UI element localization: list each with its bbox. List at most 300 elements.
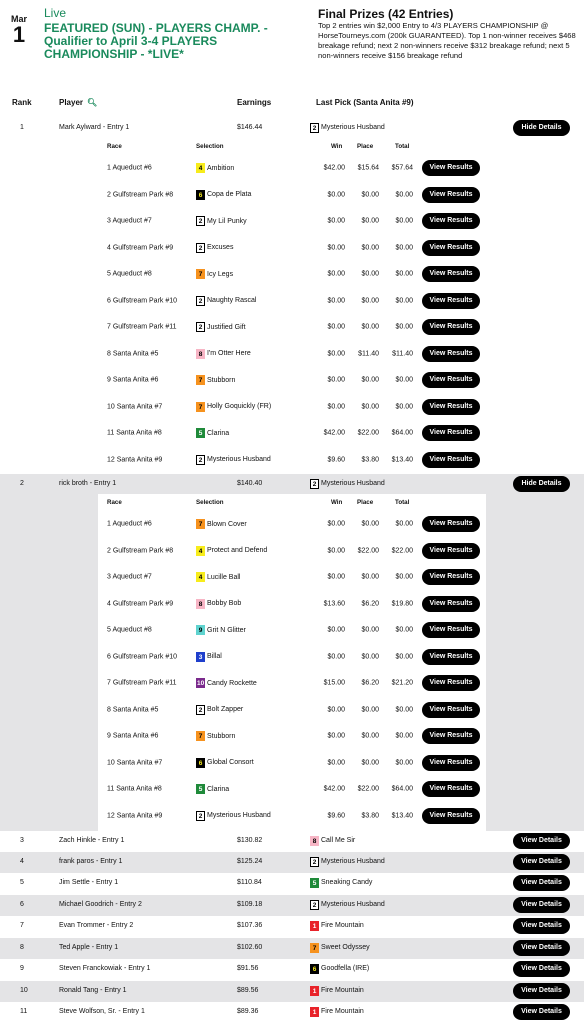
selection	[196, 758, 254, 768]
detail-header-win: Win	[331, 143, 343, 150]
race-name: 2 Gulfstream Park #8	[107, 191, 174, 199]
place-payout: $3.80	[361, 812, 379, 820]
place-payout: $22.00	[357, 785, 379, 793]
total-payout: $0.00	[395, 270, 413, 278]
selection-horse: Lucille Ball	[207, 573, 241, 581]
earnings-value: $125.24	[237, 857, 263, 865]
race-row	[98, 617, 486, 644]
place-payout: $0.00	[361, 270, 379, 278]
place-payout: $0.00	[361, 403, 379, 411]
rank-cell: 8	[20, 943, 24, 951]
earnings-value: $109.18	[237, 900, 263, 908]
post-position-badge: 8	[196, 349, 205, 359]
earnings-value: $140.40	[237, 479, 263, 487]
selection-horse: Bolt Zapper	[207, 706, 244, 714]
race-row	[98, 750, 486, 777]
view-details-button[interactable]: View Details	[513, 1004, 570, 1020]
race-name: 5 Aqueduct #8	[107, 270, 152, 278]
table-row	[0, 938, 584, 959]
last-pick-column-header: Last Pick (Santa Anita #9)	[316, 98, 414, 107]
post-position-badge: 1	[310, 1007, 319, 1017]
race-name: 12 Santa Anita #9	[107, 812, 163, 820]
rank-cell: 5	[20, 878, 24, 886]
race-name: 4 Gulfstream Park #9	[107, 600, 174, 608]
place-payout: $6.20	[361, 600, 379, 608]
win-payout: $0.00	[327, 573, 345, 581]
last-pick-horse: Call Me Sir	[321, 837, 356, 844]
player-name: frank paros - Entry 1	[59, 857, 123, 865]
total-payout: $0.00	[395, 323, 413, 331]
post-position-badge: 2	[196, 705, 205, 715]
race-row	[98, 564, 486, 591]
player-column-header[interactable]	[59, 98, 97, 107]
tournament-header	[0, 0, 584, 92]
detail-header-selection: Selection	[196, 143, 224, 150]
post-position-badge: 4	[196, 572, 205, 582]
total-payout: $0.00	[395, 573, 413, 581]
total-payout: $0.00	[395, 244, 413, 252]
post-position-badge: 2	[196, 243, 205, 253]
rank-cell: 3	[20, 836, 24, 844]
place-payout: $0.00	[361, 323, 379, 331]
selection	[196, 811, 271, 821]
selection	[196, 402, 271, 412]
post-position-badge: 2	[196, 322, 205, 332]
selection	[196, 731, 235, 741]
detail-header-race: Race	[107, 499, 122, 506]
win-payout: $0.00	[327, 626, 345, 634]
place-payout: $0.00	[361, 520, 379, 528]
date-month: Mar	[10, 14, 27, 24]
race-row	[98, 314, 486, 341]
win-payout: $9.60	[327, 456, 345, 464]
total-payout: $64.00	[391, 429, 413, 437]
race-name: 12 Santa Anita #9	[107, 456, 163, 464]
earnings-value: $107.36	[237, 921, 263, 929]
selection-horse: Blown Cover	[207, 520, 247, 528]
last-pick-horse: Sneaking Candy	[321, 879, 373, 886]
place-payout: $6.20	[361, 679, 379, 687]
race-row	[98, 261, 486, 288]
earnings-value: $110.84	[237, 878, 262, 886]
selection-horse: Naughty Rascal	[207, 297, 257, 305]
player-name: Mark Aylward - Entry 1	[59, 123, 130, 131]
selection	[196, 546, 267, 556]
selection	[196, 625, 246, 635]
detail-header-race: Race	[107, 143, 122, 150]
selection	[196, 243, 233, 253]
last-pick-horse: Fire Mountain	[321, 987, 364, 994]
last-pick	[310, 878, 372, 888]
last-pick-horse: Fire Mountain	[321, 922, 364, 929]
detail-header-total: Total	[395, 499, 410, 506]
table-row	[0, 916, 584, 938]
rank-cell: 6	[20, 900, 24, 908]
detail-header-selection: Selection	[196, 499, 224, 506]
rank-column-header: Rank	[12, 98, 32, 107]
view-results-button[interactable]: View Results	[422, 399, 480, 415]
view-results-button[interactable]: View Results	[422, 516, 480, 532]
view-details-button[interactable]: View Details	[513, 940, 570, 956]
last-pick	[310, 986, 364, 996]
total-payout: $22.00	[391, 547, 413, 555]
place-payout: $0.00	[361, 244, 379, 252]
selection	[196, 428, 229, 438]
earnings-value: $130.82	[237, 836, 263, 844]
selection-horse: My Lil Punky	[207, 217, 247, 225]
post-position-badge: 8	[310, 836, 319, 846]
view-results-button[interactable]: View Results	[422, 452, 480, 468]
post-position-badge: 6	[196, 758, 205, 768]
race-name: 10 Santa Anita #7	[107, 759, 163, 767]
table-row	[0, 474, 584, 831]
total-payout: $19.80	[391, 600, 413, 608]
win-payout: $0.00	[327, 191, 345, 199]
race-details-panel	[98, 494, 486, 831]
post-position-badge: 7	[196, 269, 205, 279]
win-payout: $42.00	[323, 429, 345, 437]
selection-horse: Justified Gift	[207, 323, 246, 331]
race-name: 1 Aqueduct #6	[107, 164, 152, 172]
player-name: Jim Settle - Entry 1	[59, 878, 119, 886]
post-position-badge: 7	[196, 519, 205, 529]
player-name: rick broth - Entry 1	[59, 479, 117, 487]
race-row	[98, 182, 486, 209]
total-payout: $0.00	[395, 706, 413, 714]
selection-horse: Bobby Bob	[207, 600, 242, 608]
prizes-title: Final Prizes (42 Entries)	[318, 7, 454, 21]
win-payout: $0.00	[327, 217, 345, 225]
total-payout: $0.00	[395, 376, 413, 384]
race-name: 2 Gulfstream Park #8	[107, 547, 174, 555]
race-name: 7 Gulfstream Park #11	[107, 323, 177, 331]
view-results-button[interactable]: View Results	[422, 266, 480, 282]
post-position-badge: 4	[196, 163, 205, 173]
last-pick	[310, 479, 385, 489]
last-pick-horse: Fire Mountain	[321, 1008, 364, 1015]
total-payout: $0.00	[395, 653, 413, 661]
view-results-button[interactable]: View Results	[422, 293, 480, 309]
win-payout: $13.60	[323, 600, 345, 608]
selection	[196, 375, 235, 385]
selection-horse: I'm Otter Here	[207, 350, 251, 358]
earnings-value: $91.56	[237, 964, 259, 972]
total-payout: $64.00	[391, 785, 413, 793]
place-payout: $22.00	[357, 429, 379, 437]
post-position-badge: 6	[196, 190, 205, 200]
post-position-badge: 2	[310, 123, 319, 133]
view-results-button[interactable]: View Results	[422, 755, 480, 771]
race-row	[98, 644, 486, 671]
selection	[196, 572, 240, 582]
rank-cell: 4	[20, 857, 24, 865]
total-payout: $0.00	[395, 403, 413, 411]
player-name: Ronald Tang - Entry 1	[59, 986, 127, 994]
total-payout: $57.64	[391, 164, 413, 172]
race-row	[98, 511, 486, 538]
player-name: Steven Franckowiak - Entry 1	[59, 964, 151, 972]
selection-horse: Protect and Defend	[207, 547, 268, 555]
selection-horse: Excuses	[207, 244, 234, 252]
selection	[196, 322, 246, 332]
win-payout: $0.00	[327, 323, 345, 331]
total-payout: $0.00	[395, 191, 413, 199]
place-payout: $22.00	[357, 547, 379, 555]
rank-cell: 9	[20, 964, 24, 972]
detail-header-total: Total	[395, 143, 410, 150]
selection	[196, 519, 247, 529]
rank-cell: 7	[20, 921, 24, 929]
race-name: 4 Gulfstream Park #9	[107, 244, 174, 252]
view-results-button[interactable]: View Results	[422, 649, 480, 665]
place-payout: $11.40	[358, 350, 379, 358]
total-payout: $0.00	[395, 732, 413, 740]
rank-cell: 11	[20, 1007, 28, 1015]
place-payout: $0.00	[361, 759, 379, 767]
detail-header-place: Place	[357, 143, 374, 150]
total-payout: $13.40	[391, 812, 413, 820]
race-details-panel	[98, 138, 486, 474]
post-position-badge: 5	[196, 784, 205, 794]
player-column-label: Player	[59, 98, 84, 107]
view-results-button[interactable]: View Results	[422, 319, 480, 335]
selection-horse: Clarina	[207, 785, 230, 793]
post-position-badge: 5	[310, 878, 319, 888]
win-payout: $0.00	[327, 653, 345, 661]
view-results-button[interactable]: View Results	[422, 543, 480, 559]
hide-details-button[interactable]: Hide Details	[513, 120, 570, 136]
selection	[196, 705, 243, 715]
place-payout: $0.00	[361, 626, 379, 634]
win-payout: $0.00	[327, 297, 345, 305]
selection-horse: Icy Legs	[207, 270, 234, 278]
race-row	[98, 394, 486, 421]
race-name: 6 Gulfstream Park #10	[107, 653, 178, 661]
post-position-badge: 3	[196, 652, 205, 662]
win-payout: $15.00	[323, 679, 345, 687]
last-pick-horse: Mysterious Husband	[321, 901, 385, 908]
table-row	[0, 852, 584, 873]
win-payout: $42.00	[323, 785, 345, 793]
post-position-badge: 1	[310, 986, 319, 996]
view-details-button[interactable]: View Details	[513, 875, 570, 891]
view-results-button[interactable]: View Results	[422, 622, 480, 638]
post-position-badge: 8	[196, 599, 205, 609]
view-details-button[interactable]: View Details	[513, 833, 570, 849]
total-payout: $13.40	[391, 456, 413, 464]
race-name: 3 Aqueduct #7	[107, 217, 152, 225]
view-results-button[interactable]: View Results	[422, 187, 480, 203]
selection-horse: Mysterious Husband	[207, 812, 271, 820]
race-name: 7 Gulfstream Park #11	[107, 679, 177, 687]
race-row	[98, 235, 486, 262]
post-position-badge: 2	[196, 455, 205, 465]
last-pick-horse: Mysterious Husband	[321, 124, 385, 131]
race-name: 9 Santa Anita #6	[107, 376, 159, 384]
race-name: 3 Aqueduct #7	[107, 573, 152, 581]
race-name: 1 Aqueduct #6	[107, 520, 152, 528]
view-results-button[interactable]: View Results	[422, 728, 480, 744]
view-details-button[interactable]: View Details	[513, 854, 570, 870]
selection	[196, 216, 247, 226]
post-position-badge: 2	[310, 900, 319, 910]
earnings-value: $146.44	[237, 123, 263, 131]
win-payout: $0.00	[327, 403, 345, 411]
post-position-badge: 4	[196, 546, 205, 556]
earnings-value: $102.60	[237, 943, 263, 951]
view-results-button[interactable]: View Results	[422, 240, 480, 256]
view-details-button[interactable]: View Details	[513, 983, 570, 999]
last-pick	[310, 921, 364, 931]
selection-horse: Holly Goquickly (FR)	[207, 403, 272, 411]
selection	[196, 652, 222, 662]
selection-horse: Global Consort	[207, 759, 254, 767]
player-name: Zach Hinkle - Entry 1	[59, 836, 125, 844]
last-pick	[310, 123, 385, 133]
race-row	[98, 591, 486, 618]
race-name: 11 Santa Anita #8	[107, 429, 162, 437]
place-payout: $0.00	[361, 217, 379, 225]
selection-horse: Stubborn	[207, 376, 236, 384]
selection-horse: Mysterious Husband	[207, 456, 271, 464]
race-name: 8 Santa Anita #5	[107, 706, 159, 714]
race-row	[98, 723, 486, 750]
post-position-badge: 10	[197, 680, 205, 688]
total-payout: $0.00	[395, 520, 413, 528]
place-payout: $0.00	[361, 573, 379, 581]
view-results-button[interactable]: View Results	[422, 596, 480, 612]
win-payout: $0.00	[327, 244, 345, 252]
table-row	[0, 959, 584, 981]
place-payout: $0.00	[361, 191, 379, 199]
race-row	[98, 447, 486, 474]
last-pick-horse: Mysterious Husband	[321, 858, 385, 865]
date-day: 1	[12, 22, 26, 47]
place-payout: $0.00	[361, 706, 379, 714]
view-results-button[interactable]: View Results	[422, 160, 480, 176]
prizes-panel	[318, 8, 580, 61]
hide-details-button[interactable]: Hide Details	[513, 476, 570, 492]
selection	[196, 349, 251, 359]
view-results-button[interactable]: View Results	[422, 372, 480, 388]
total-payout: $0.00	[395, 626, 413, 634]
post-position-badge: 2	[196, 296, 205, 306]
post-position-badge: 9	[196, 625, 205, 635]
view-results-button[interactable]: View Results	[422, 425, 480, 441]
selection	[196, 599, 241, 609]
earnings-value: $89.36	[237, 1007, 259, 1015]
selection-horse: Billal	[207, 653, 222, 661]
total-payout: $0.00	[395, 759, 413, 767]
post-position-badge: 1	[310, 921, 319, 931]
view-results-button[interactable]: View Results	[422, 781, 480, 797]
race-name: 6 Gulfstream Park #10	[107, 297, 178, 305]
last-pick	[310, 857, 385, 867]
view-details-button[interactable]: View Details	[513, 897, 570, 913]
view-details-button[interactable]: View Details	[513, 961, 570, 977]
rank-cell: 1	[20, 123, 24, 131]
win-payout: $0.00	[327, 520, 345, 528]
last-pick-horse: Mysterious Husband	[321, 480, 385, 487]
live-status: Live	[44, 6, 67, 20]
rank-cell: 2	[20, 479, 24, 487]
total-payout: $11.40	[392, 350, 413, 358]
view-details-button[interactable]: View Details	[513, 918, 570, 934]
table-row	[0, 1002, 584, 1024]
race-name: 10 Santa Anita #7	[107, 403, 163, 411]
view-results-button[interactable]: View Results	[422, 213, 480, 229]
post-position-badge: 6	[310, 964, 319, 974]
selection-horse: Ambition	[207, 164, 235, 172]
race-row	[98, 367, 486, 394]
player-name: Steve Wolfson, Sr. - Entry 1	[59, 1007, 145, 1015]
post-position-badge: 7	[196, 731, 205, 741]
table-row	[0, 873, 584, 895]
view-results-button[interactable]: View Results	[422, 702, 480, 718]
place-payout: $3.80	[361, 456, 379, 464]
place-payout: $0.00	[361, 376, 379, 384]
selection-horse: Clarina	[207, 429, 230, 437]
selection	[196, 296, 256, 306]
last-pick	[310, 1007, 364, 1017]
view-results-button[interactable]: View Results	[422, 346, 480, 362]
table-row	[0, 831, 584, 852]
race-row	[98, 538, 486, 565]
last-pick-horse: Sweet Odyssey	[321, 944, 370, 951]
race-row	[98, 670, 486, 697]
selection-horse: Candy Rockette	[207, 679, 257, 687]
place-payout: $15.64	[357, 164, 379, 172]
total-payout: $0.00	[395, 297, 413, 305]
view-results-button[interactable]: View Results	[422, 675, 480, 691]
win-payout: $0.00	[327, 350, 345, 358]
post-position-badge: 2	[310, 479, 319, 489]
total-payout: $0.00	[395, 217, 413, 225]
table-row	[0, 118, 584, 474]
selection-horse: Grit N Glitter	[207, 626, 246, 634]
selection	[196, 269, 233, 279]
player-name: Ted Apple - Entry 1	[59, 943, 119, 951]
win-payout: $0.00	[327, 376, 345, 384]
post-position-badge: 2	[196, 216, 205, 226]
search-icon[interactable]: 🔍︎	[87, 98, 98, 107]
total-payout: $21.20	[391, 679, 413, 687]
race-row	[98, 208, 486, 235]
last-pick	[310, 964, 369, 974]
view-results-button[interactable]: View Results	[422, 808, 480, 824]
win-payout: $0.00	[327, 732, 345, 740]
post-position-badge: 5	[196, 428, 205, 438]
race-row	[98, 420, 486, 447]
race-name: 11 Santa Anita #8	[107, 785, 162, 793]
last-pick	[310, 900, 385, 910]
race-row	[98, 776, 486, 803]
earnings-value: $89.56	[237, 986, 259, 994]
tournament-title: FEATURED (SUN) - PLAYERS CHAMP. - Qualifier to April 3-4 PLAYERS CHAMPIONSHIP - *LIVE*	[44, 21, 268, 61]
last-pick	[310, 836, 355, 846]
place-payout: $0.00	[361, 732, 379, 740]
table-row	[0, 981, 584, 1002]
race-row	[98, 155, 486, 182]
win-payout: $0.00	[327, 759, 345, 767]
race-name: 9 Santa Anita #6	[107, 732, 159, 740]
win-payout: $0.00	[327, 270, 345, 278]
view-results-button[interactable]: View Results	[422, 569, 480, 585]
selection	[196, 455, 271, 465]
rank-cell: 10	[20, 986, 28, 994]
place-payout: $0.00	[361, 653, 379, 661]
selection	[196, 784, 229, 794]
